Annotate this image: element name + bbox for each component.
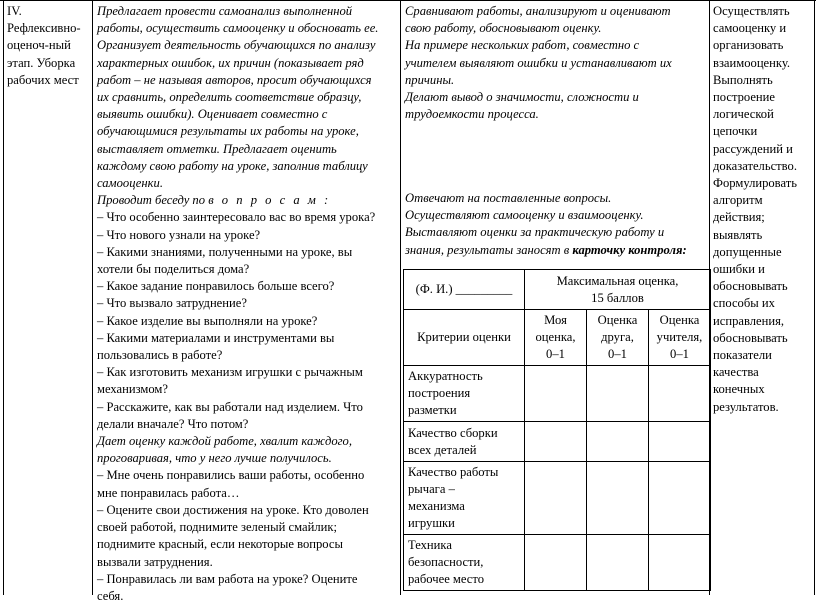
text-line: – Понравилась ли вам работа на уроке? Оцените <box>97 571 358 586</box>
score-cell[interactable] <box>649 422 711 462</box>
column-divider <box>92 0 93 595</box>
text-line: учителя, <box>656 330 703 344</box>
text-line: 0–1 <box>608 347 627 361</box>
table-row <box>404 462 711 535</box>
text-line: Качество сборки <box>408 425 498 440</box>
text-line: цепочки <box>713 124 758 139</box>
question-line: делали вначале? Что потом? <box>97 416 249 431</box>
text-line: Аккуратность <box>408 369 483 383</box>
score-cell[interactable] <box>587 366 649 422</box>
score-cell[interactable] <box>525 422 587 462</box>
question-line: механизмом? <box>97 382 168 397</box>
question-line: хотели бы поделиться дома? <box>97 262 250 277</box>
criterion-cell <box>404 535 525 591</box>
question-line: – Какое изделие вы выполняли на уроке? <box>97 313 318 328</box>
text-line: показатели <box>713 348 772 363</box>
text-line: конечных <box>713 382 765 397</box>
text-line: Формулировать <box>713 176 797 191</box>
stage-line: Рефлексивно- <box>7 21 81 36</box>
control-card-label: карточку контроля: <box>572 242 687 257</box>
text-line <box>405 242 707 259</box>
text-line: Организует деятельность обучающихся по анализу <box>97 38 376 53</box>
stage-line: рабочих мест <box>7 72 79 87</box>
teacher-score-header <box>649 310 711 366</box>
results-cell <box>713 3 813 416</box>
table-row <box>404 366 711 422</box>
text-line: взаимооценку. <box>713 55 791 70</box>
text-span: в о п р о с а м : <box>208 193 331 208</box>
text-line: Отвечают на поставленные вопросы. <box>405 191 612 205</box>
question-line: – Что нового узнали на уроке? <box>97 227 261 242</box>
text-line: обосновывать <box>713 279 788 294</box>
my-score-header <box>525 310 587 366</box>
teacher-intro <box>97 3 399 209</box>
score-cell[interactable] <box>525 535 587 591</box>
name-field: (Ф. И.) _________ <box>404 270 525 310</box>
score-cell[interactable] <box>587 422 649 462</box>
text-line: выявлять <box>713 227 763 242</box>
text-line: Осуществляют самооценку и взаимооценку. <box>405 208 644 223</box>
text-line: логической <box>713 107 774 122</box>
text-line: выставляет отметки. Предлагает оценить <box>97 141 337 156</box>
stage-line: IV. <box>7 4 22 18</box>
question-line: – Какими материалами и инструментами вы <box>97 330 335 345</box>
text-line: вызвали затруднения. <box>97 554 213 569</box>
teacher-activity-cell <box>97 3 399 605</box>
question-line: – Какое задание понравилось больше всего? <box>97 279 335 294</box>
text-line: учителем выявляют ошибки и устанавливают их <box>405 55 672 70</box>
text-line: самооценки. <box>97 176 163 191</box>
score-cell[interactable] <box>525 366 587 422</box>
student-activity-cell <box>405 3 707 123</box>
text-line: допущенные <box>713 244 782 259</box>
text-line: Осуществлять <box>713 4 790 18</box>
table-row <box>404 270 711 310</box>
score-cell[interactable] <box>649 535 711 591</box>
text-line: На примере нескольких работ, совместно с <box>405 38 640 53</box>
table-row <box>404 535 711 591</box>
criterion-cell <box>404 366 525 422</box>
text-line: причины. <box>405 72 455 87</box>
student-activity-block2 <box>405 190 707 259</box>
text-line: выявить ошибки). Оценивает совместно с <box>97 107 328 122</box>
text-line: работы, осуществить самооценку и обосновать ее. <box>97 21 379 36</box>
text-line: работ – не называя авторов, просит обучающихся <box>97 72 372 87</box>
text-line: Сравнивают работы, анализируют и оценивают <box>405 4 671 18</box>
text-line: результатов. <box>713 399 779 414</box>
text-line: Оценка <box>659 313 700 327</box>
text-line: себя. <box>97 588 124 603</box>
text-line: рычага – <box>408 482 455 496</box>
score-cell[interactable] <box>587 462 649 535</box>
table-left-border <box>3 0 4 595</box>
text-line: характерных ошибок, их причин (показывает ряд <box>97 55 364 70</box>
question-line: – Расскажите, как вы работали над изделием. Что <box>97 399 363 414</box>
text-line: Выполнять <box>713 72 773 87</box>
text-line: построение <box>713 90 776 105</box>
text-line: 0–1 <box>546 347 565 361</box>
column-divider <box>400 0 401 595</box>
teacher-evaluation <box>97 433 399 467</box>
stage-line: оценоч-ный <box>7 38 71 53</box>
text-line: обучающимися результаты их работы на уроке, <box>97 124 359 139</box>
score-cell[interactable] <box>649 462 711 535</box>
text-line: проговаривая, что у него лучше получилось. <box>97 451 332 466</box>
table-top-border <box>0 0 816 1</box>
text-line: механизма <box>408 499 465 513</box>
text-line: игрушки <box>408 516 455 530</box>
text-span: Проводит беседу по <box>97 193 206 208</box>
text-line: каждому свою работу на уроке, заполнив таблицу <box>97 158 368 173</box>
text-line: организовать <box>713 38 784 53</box>
text-line: безопасности, <box>408 555 484 569</box>
max-score-header <box>525 270 711 310</box>
text-line: способы их <box>713 296 775 311</box>
text-line: – Мне очень понравились ваши работы, особенно <box>97 468 365 483</box>
stage-line: этап. Уборка <box>7 55 76 70</box>
question-line: – Что особенно заинтересовало вас во время урока? <box>97 210 376 225</box>
text-line: трудоемкости процесса. <box>405 107 539 122</box>
question-line: – Как изготовить механизм игрушки с рычажным <box>97 365 363 380</box>
text-line: качества <box>713 365 759 380</box>
control-card-table <box>403 269 711 591</box>
text-line: исправления, <box>713 313 785 328</box>
question-list <box>97 209 399 433</box>
text-line: самооценку и <box>713 21 787 36</box>
text-line: Максимальная оценка, <box>556 273 679 288</box>
text-line: Выставляют оценки за практическую работу и <box>405 225 665 240</box>
text-line: Техника <box>408 538 452 552</box>
text-line: своей работой, поднимите зеленый смайлик; <box>97 520 337 535</box>
criterion-cell <box>404 422 525 462</box>
text-line: доказательство. <box>713 158 797 173</box>
text-line: разметки <box>408 403 457 417</box>
stage-cell <box>7 3 91 89</box>
text-line: 0–1 <box>670 347 689 361</box>
text-line: обосновывать <box>713 330 788 345</box>
text-line: поднимите красный, если некоторые вопросы <box>97 537 343 552</box>
text-line: Качество работы <box>408 465 499 479</box>
score-cell[interactable] <box>587 535 649 591</box>
table-right-border <box>814 0 815 595</box>
question-line: – Какими знаниями, полученными на уроке, вы <box>97 244 353 259</box>
table-row <box>404 422 711 462</box>
text-span: знания, результаты заносят в <box>405 242 570 257</box>
criterion-cell <box>404 462 525 535</box>
text-line: действия; <box>713 210 765 225</box>
text-line: алгоритм <box>713 193 763 208</box>
question-line: – Что вызвало затруднение? <box>97 296 247 311</box>
text-line: всех деталей <box>408 442 477 457</box>
closing-list <box>97 467 399 605</box>
text-line: построения <box>408 386 471 400</box>
question-line: пользовались в работе? <box>97 348 223 363</box>
text-line: рабочее место <box>408 572 485 586</box>
score-cell[interactable] <box>525 462 587 535</box>
text-line: 15 баллов <box>591 290 644 305</box>
text-line: Предлагает провести самоанализ выполненной <box>97 4 353 18</box>
text-line: свою работу, обосновывают оценку. <box>405 21 602 36</box>
text-line: друга, <box>601 330 634 344</box>
friend-score-header <box>587 310 649 366</box>
criteria-header: Критерии оценки <box>404 310 525 366</box>
score-cell[interactable] <box>649 366 711 422</box>
conversation-heading <box>97 192 399 209</box>
text-line: оценка, <box>535 330 576 344</box>
text-line: мне понравилась работа… <box>97 485 240 500</box>
text-line: Оценка <box>597 313 638 327</box>
text-line: ошибки и <box>713 262 765 277</box>
text-line: Дает оценку каждой работе, хвалит каждого, <box>97 434 353 449</box>
text-line: Делают вывод о значимости, сложности и <box>405 90 639 105</box>
text-line: их сравнить, определить соответствие образцу, <box>97 90 362 105</box>
text-line: Моя <box>544 313 567 327</box>
table-row <box>404 310 711 366</box>
text-line: рассуждений и <box>713 141 793 156</box>
text-line: – Оцените свои достижения на уроке. Кто доволен <box>97 502 369 517</box>
